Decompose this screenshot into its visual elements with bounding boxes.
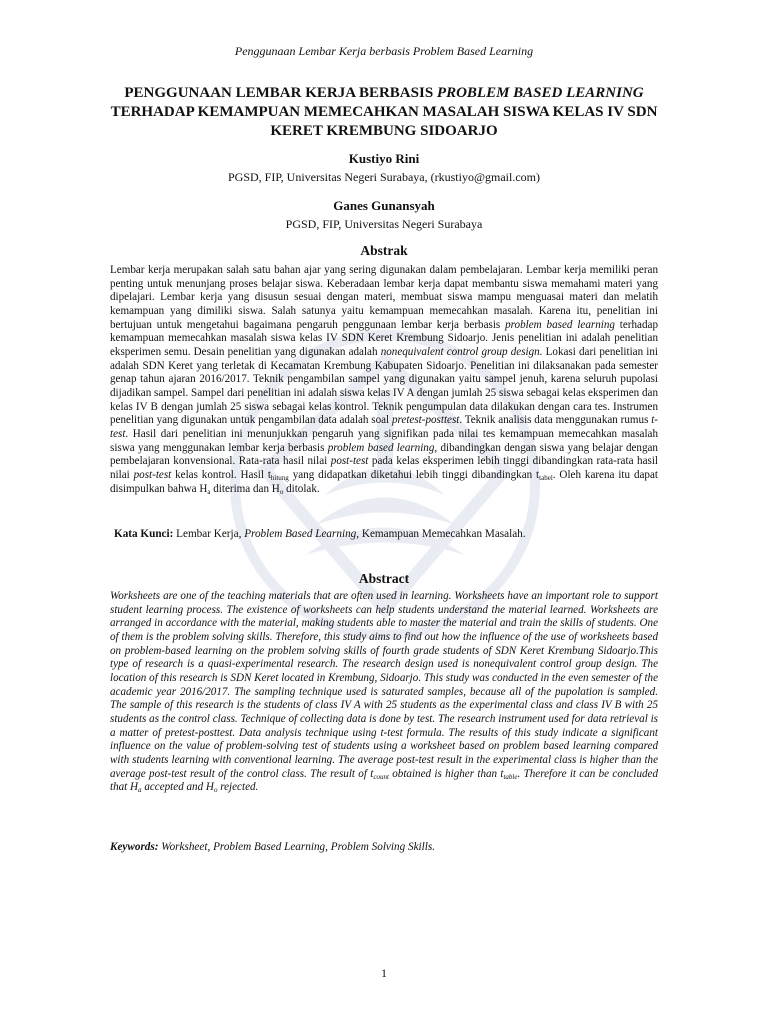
author-affiliation: PGSD, FIP, Universitas Negeri Surabaya <box>285 217 483 231</box>
page-number: 1 <box>381 966 387 980</box>
running-header: Penggunaan Lembar Kerja berbasis Problem Based Learning <box>234 44 534 58</box>
author-name: Kustiyo Rini <box>348 151 420 166</box>
abstrak-body: Lembar kerja merupakan salah satu bahan ajar yang sering digunakan dalam pembelajaran. Lembar kerja memiliki peran penting untuk menunjang proses belajar siswa. Keberadaan lembar kerja dapat membantu siswa memahami materi yang dipelajari. Lembar kerja yang disusun sesuai dengan materi, membuat siswa mampu menguasai materi dan melatih kemampuan yang dimiliki siswa. Salah satunya yaitu kemampuan memecahkan masalah. Karena itu, penelitian ini bertujuan untuk mengetahui bagaimana pengaruh penggunaan lembar kerja berbasis problem based learning terhadap kemampuan memecahkan masalah siswa kelas IV SDN Keret Krembung Sidoarjo. Jenis penelitian ini adalah penelitian eksperimen semu. Desain penelitian yang digunakan adalah nonequivalent control group design. Lokasi dari penelitian ini adalah SDN Keret yang terletak di Kecamatan Krembung Kabupaten Sidoarjo. Penelitian ini dilaksanakan pada semester genap tahun ajaran 2016/2017. Teknik pengambilan sampel yang digunakan yaitu sampel jenuh, karena seluruh pupolasi dijadikan sampel. Sampel dari penelitian ini adalah siswa kelas IV A dengan jumlah 25 siswa sebagai kelas eksperimen dan kelas IV B dengan jumlah 25 siswa sebagai kelas kontrol. Teknik pengumpulan data dilakukan dengan cara tes. Instrumen penelitian yang digunakan untuk pengambilan data adalah soal pretest-posttest. Teknik analisis data menggunakan rumus t-test. Hasil dari penelitian ini menunjukkan pengaruh yang signifikan pada nilai tes kemampuan memecahkan masalah siswa yang menggunakan lembar kerja berbasis problem based learning, dibandingkan dengan siswa yang belajar dengan pembelajaran konvensional. Rata-rata hasil nilai post-test pada kelas eksperimen lebih tinggi dibandingkan rata-rata hasil nilai post-test kelas kontrol. Hasil $t_{hitung}$ yang didapatkan diketahui lebih tinggi dibandingkan $t_{tabel}$. Oleh karena itu dapat disimpulkan bahwa $H_a$ diterima dan $H_o$ ditolak. <box>110 264 658 496</box>
paper-title <box>90 84 678 141</box>
abstrak-heading: Abstrak <box>360 243 408 258</box>
author-affiliation: PGSD, FIP, Universitas Negeri Surabaya, (rkustiyo@gmail.com) <box>227 170 540 184</box>
title-part2: TERHADAP KEMAMPUAN MEMECAHKAN MASALAH SISWA KELAS IV SDN KERET KREMBUNG SIDOARJO <box>110 104 658 139</box>
author-name: Ganes Gunansyah <box>333 198 435 213</box>
keywords: Keywords: Worksheet, Problem Based Learning, Problem Solving Skills. <box>110 841 436 853</box>
keywords-label: Keywords: <box>110 841 159 853</box>
kata-kunci: Kata Kunci: Lembar Kerja, Problem Based Learning, Kemampuan Memecahkan Masalah. <box>114 528 526 540</box>
abstract-heading: Abstract <box>358 571 410 586</box>
kata-kunci-label: Kata Kunci: <box>114 528 174 540</box>
abstract-body: Worksheets are one of the teaching materials that are often used in learning. Worksheets have an important role to support student learning process. The existence of worksheets can help students understand the material learned. Worksheets are arranged in accordance with the material, making students able to master the material and train the skills of students. One of them is the problem solving skills. Therefore, this study aims to find out how the influence of the use of worksheets based on problem-based learning on the problem solving skills of fourth grade students of SDN Keret Krembung Sidoarjo.This type of research is a quasi-experimental research. The research design used is nonequivalent control group design. The location of this research is SDN Keret located in Krembung, Sidoarjo. This study was conducted in the even semester of the academic year 2016/2017. The sampling technique used is saturated samples, because all of the pupolation is sampled. The sample of this research is the students of class IV A with 25 students as the experimental class and class IV B with 25 students as the control class. Technique of collecting data is done by test. The research instrument used for data retrieval is a matter of pretest-posttest. Data analysis technique using t-test formula. The results of this study indicate a significant influence on the value of problem-solving test of students using a worksheet based on problem based learning compared with students learning with conventional learning. The average post-test result in the experimental class is higher than the average post-test result of the control class. The result of $t_{count}$ obtained is higher than $t_{table}$. Therefore it can be concluded that $H_a$ accepted and $H_o$ rejected. <box>110 590 659 795</box>
title-part1: PENGGUNAAN LEMBAR KERJA BERBASIS <box>124 85 437 101</box>
title-part1-italic: PROBLEM BASED LEARNING <box>436 85 644 101</box>
